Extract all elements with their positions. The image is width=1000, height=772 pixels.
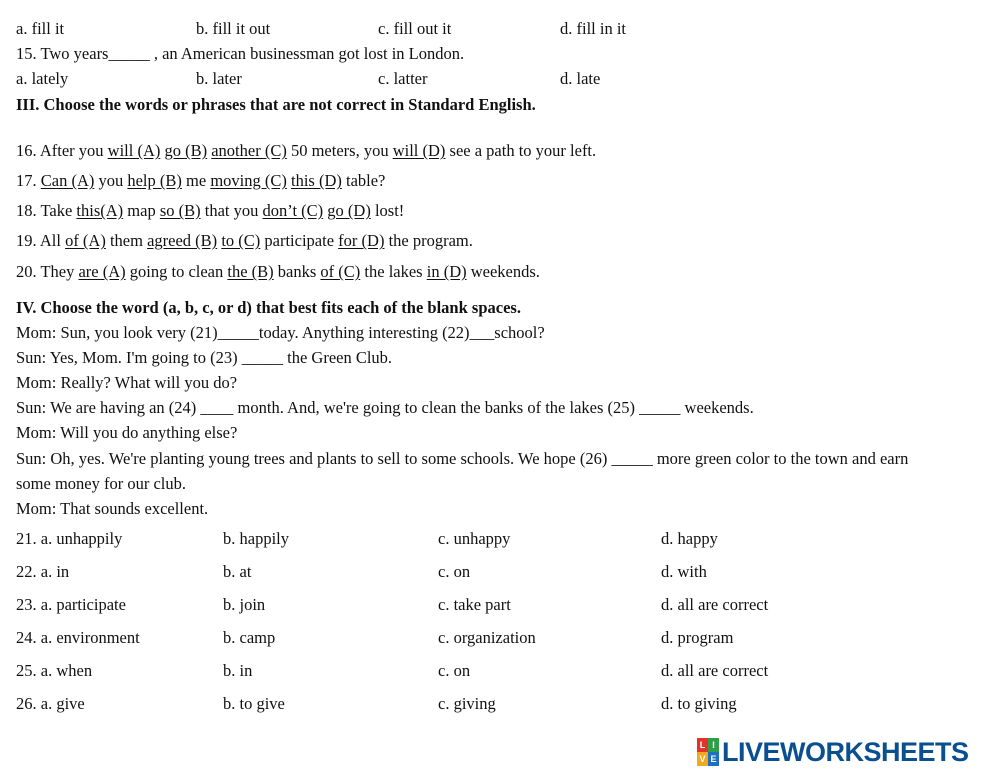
q21-option-b: b. happily <box>223 529 289 548</box>
q15-option-c: c. latter <box>378 69 428 88</box>
q15-option-b: b. later <box>196 69 242 88</box>
sentence-text: that you <box>200 201 263 220</box>
underlined-phrase: in (D) <box>426 262 467 281</box>
q20-sentence <box>16 262 540 282</box>
q15-option-d: d. late <box>560 69 601 88</box>
underlined-phrase: the (B) <box>227 262 274 281</box>
dialogue-line: Mom: Really? What will you do? <box>16 373 238 392</box>
dialogue-line: Sun: Oh, yes. We're planting young trees and plants to sell to some schools. We hope (26) _____ more green color to the town and earn <box>16 449 909 468</box>
dialogue-line: Mom: Will you do anything else? <box>16 423 238 442</box>
underlined-phrase: agreed (B) <box>147 231 218 250</box>
q23-option-c: c. take part <box>438 595 511 614</box>
q25-option-b: b. in <box>223 661 253 680</box>
q24-option-a: 24. a. environment <box>16 628 140 647</box>
q23-option-d: d. all are correct <box>661 595 769 614</box>
q17-sentence <box>16 171 385 191</box>
sentence-text: me <box>181 171 211 190</box>
underlined-phrase: this(A) <box>76 201 124 220</box>
section-3-heading: III. Choose the words or phrases that are not correct in Standard English. <box>16 95 536 114</box>
sentence-text: you <box>94 171 128 190</box>
sentence-text: table? <box>341 171 386 190</box>
liveworksheets-logo <box>697 736 969 768</box>
sentence-text: 16. After you <box>16 141 108 160</box>
sentence-text: them <box>105 231 148 250</box>
sentence-text: going to clean <box>125 262 228 281</box>
sentence-text: map <box>123 201 160 220</box>
sentence-text: 20. They <box>16 262 79 281</box>
q26-option-c: c. giving <box>438 694 496 713</box>
logo-mark-letter: E <box>708 752 719 766</box>
q24-option-b: b. camp <box>223 628 276 647</box>
sentence-text: the lakes <box>360 262 427 281</box>
underlined-phrase: will (D) <box>392 141 446 160</box>
logo-mark-letter: L <box>697 738 708 752</box>
underlined-phrase: for (D) <box>338 231 385 250</box>
q15-text: 15. Two years_____ , an American businessman got lost in London. <box>16 44 465 63</box>
sentence-text: banks <box>273 262 321 281</box>
sentence-text: weekends. <box>466 262 540 281</box>
q16-sentence <box>16 141 596 161</box>
underlined-phrase: are (A) <box>78 262 126 281</box>
q22-option-c: c. on <box>438 562 471 581</box>
sentence-text: 18. Take <box>16 201 77 220</box>
q22-option-a: 22. a. in <box>16 562 70 581</box>
q26-option-a: 26. a. give <box>16 694 85 713</box>
q21-option-c: c. unhappy <box>438 529 511 548</box>
sentence-text: participate <box>260 231 339 250</box>
q14-option-d: d. fill in it <box>560 19 626 38</box>
sentence-text: 50 meters, you <box>286 141 393 160</box>
underlined-phrase: of (C) <box>320 262 361 281</box>
underlined-phrase: Can (A) <box>40 171 95 190</box>
q25-option-d: d. all are correct <box>661 661 769 680</box>
q22-option-b: b. at <box>223 562 252 581</box>
q24-option-c: c. organization <box>438 628 536 647</box>
q25-option-a: 25. a. when <box>16 661 93 680</box>
dialogue-line: Sun: Yes, Mom. I'm going to (23) _____ the Green Club. <box>16 348 393 367</box>
q15-option-a: a. lately <box>16 69 69 88</box>
q14-option-c: c. fill out it <box>378 19 452 38</box>
underlined-phrase: of (A) <box>65 231 106 250</box>
logo-text: LIVEWORKSHEETS <box>722 736 969 767</box>
q22-option-d: d. with <box>661 562 707 581</box>
q23-option-a: 23. a. participate <box>16 595 126 614</box>
underlined-phrase: moving (C) <box>210 171 287 190</box>
q21-option-a: 21. a. unhappily <box>16 529 123 548</box>
underlined-phrase: go (B) <box>164 141 208 160</box>
underlined-phrase: don’t (C) <box>262 201 324 220</box>
sentence-text: see a path to your left. <box>445 141 597 160</box>
dialogue-line: Mom: Sun, you look very (21)_____today. Anything interesting (22)___school? <box>16 323 545 342</box>
q23-option-b: b. join <box>223 595 266 614</box>
sentence-text: 17. <box>16 171 41 190</box>
sentence-text: lost! <box>370 201 405 220</box>
dialogue-line: Sun: We are having an (24) ____ month. And, we're going to clean the banks of the lakes (25) _____ weekends. <box>16 398 754 417</box>
q26-option-d: d. to giving <box>661 694 737 713</box>
q14-option-b: b. fill it out <box>196 19 271 38</box>
q18-sentence <box>16 201 404 221</box>
sentence-text: 19. All <box>16 231 66 250</box>
underlined-phrase: this (D) <box>290 171 342 190</box>
dialogue-line: some money for our club. <box>16 474 187 493</box>
section-4-heading: IV. Choose the word (a, b, c, or d) that best fits each of the blank spaces. <box>16 298 521 317</box>
dialogue-line: Mom: That sounds excellent. <box>16 499 209 518</box>
logo-mark-icon <box>697 738 719 766</box>
logo-mark-letter: I <box>708 738 719 752</box>
q26-option-b: b. to give <box>223 694 285 713</box>
underlined-phrase: to (C) <box>221 231 261 250</box>
q25-option-c: c. on <box>438 661 471 680</box>
q21-option-d: d. happy <box>661 529 718 548</box>
underlined-phrase: help (B) <box>127 171 182 190</box>
sentence-text: the program. <box>384 231 473 250</box>
q19-sentence <box>16 231 473 251</box>
underlined-phrase: so (B) <box>159 201 201 220</box>
underlined-phrase: go (D) <box>327 201 371 220</box>
underlined-phrase: will (A) <box>107 141 161 160</box>
q14-option-a: a. fill it <box>16 19 65 38</box>
underlined-phrase: another (C) <box>211 141 287 160</box>
q24-option-d: d. program <box>661 628 734 647</box>
logo-mark-letter: V <box>697 752 708 766</box>
